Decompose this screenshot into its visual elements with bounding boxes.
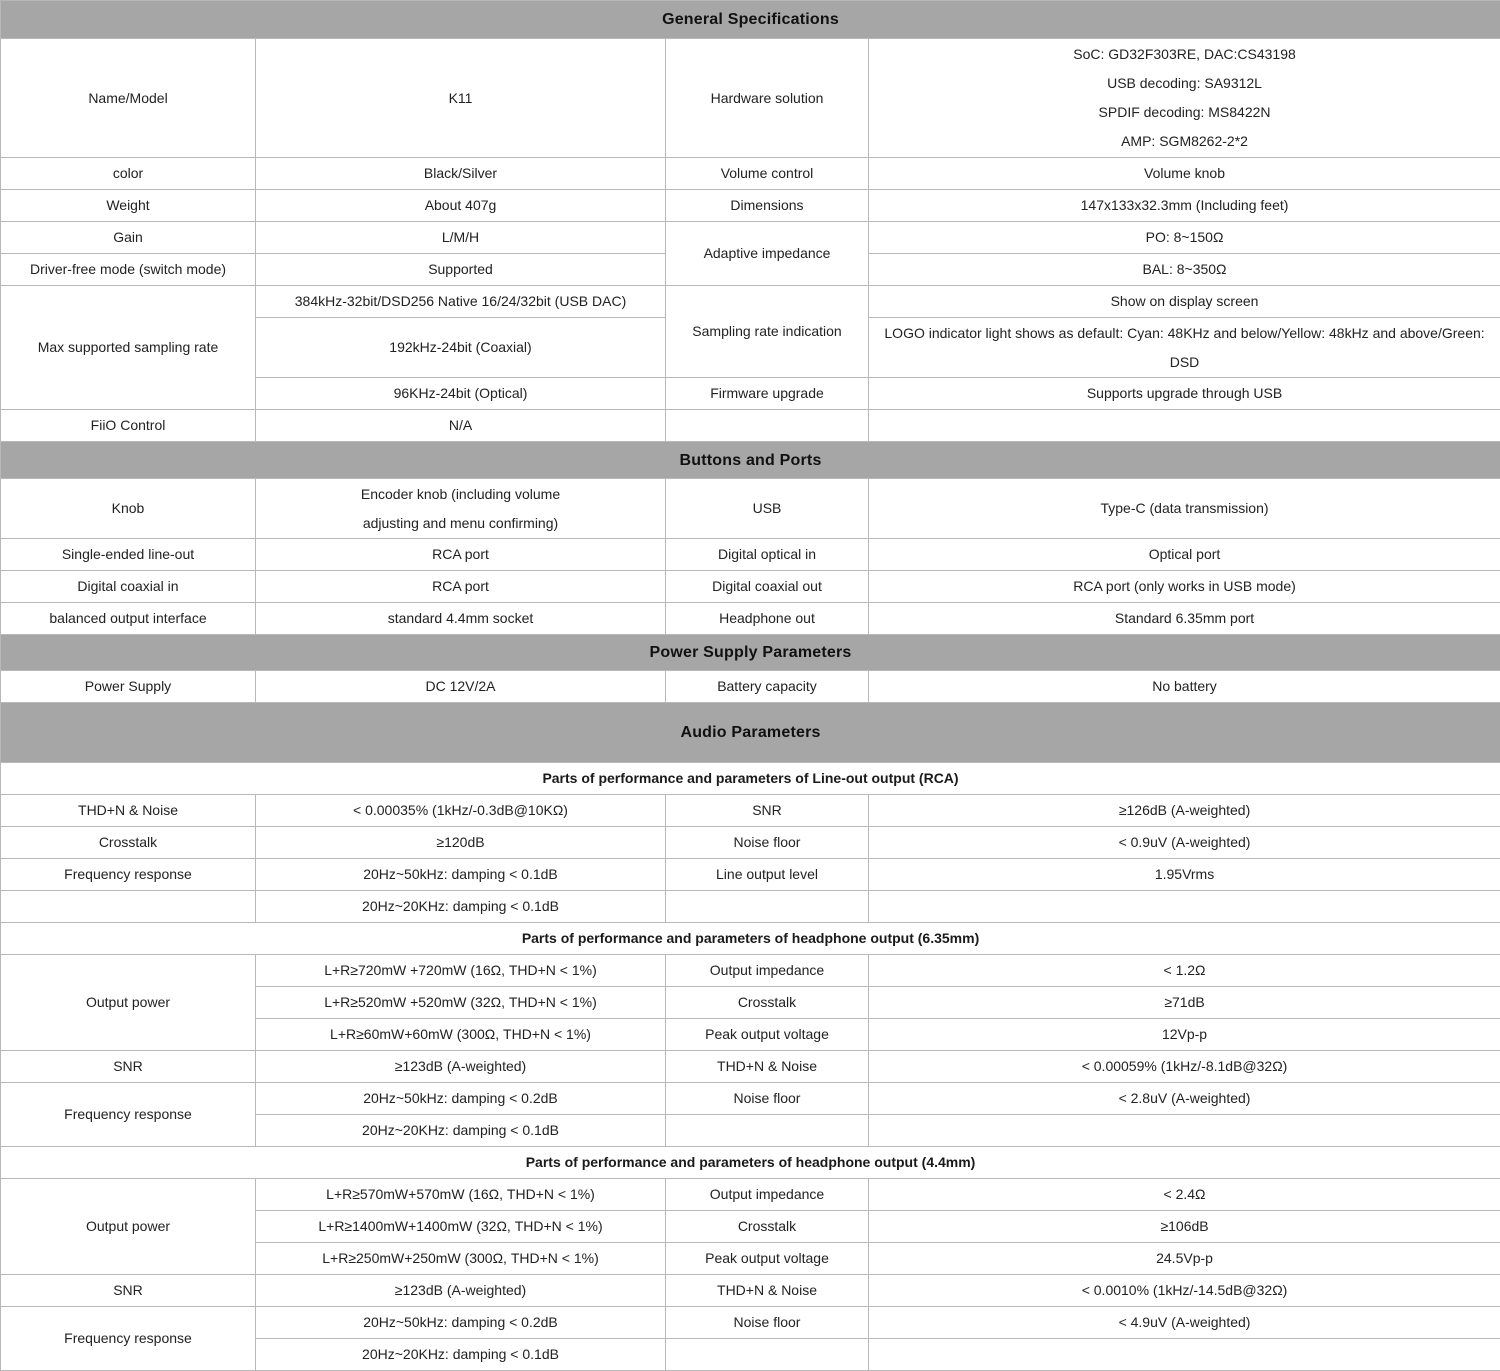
row-value: ≥126dB (A-weighted) xyxy=(869,795,1500,827)
row-label: color xyxy=(1,158,256,190)
row-label: SNR xyxy=(1,1051,256,1083)
section-header-power: Power Supply Parameters xyxy=(1,635,1500,671)
hardware-line: SPDIF decoding: MS8422N xyxy=(873,98,1496,127)
row-label: Digital optical in xyxy=(666,539,869,571)
table-row xyxy=(1,603,1500,635)
row-value: < 0.00035% (1kHz/-0.3dB@10KΩ) xyxy=(256,795,666,827)
row-label: Max supported sampling rate xyxy=(1,286,256,410)
empty-cell xyxy=(869,891,1500,923)
row-value: Black/Silver xyxy=(256,158,666,190)
empty-cell xyxy=(869,410,1500,442)
row-label: Weight xyxy=(1,190,256,222)
hardware-line: SoC: GD32F303RE, DAC:CS43198 xyxy=(873,40,1496,69)
row-label: Crosstalk xyxy=(1,827,256,859)
table-row xyxy=(1,827,1500,859)
empty-cell xyxy=(869,1115,1500,1147)
row-value: RCA port (only works in USB mode) xyxy=(869,571,1500,603)
row-label: SNR xyxy=(1,1275,256,1307)
row-label: THD+N & Noise xyxy=(666,1275,869,1307)
table-row xyxy=(1,190,1500,222)
row-value: Optical port xyxy=(869,539,1500,571)
row-value: DC 12V/2A xyxy=(256,671,666,703)
row-label: THD+N & Noise xyxy=(666,1051,869,1083)
row-label: Output power xyxy=(1,955,256,1051)
hardware-line: USB decoding: SA9312L xyxy=(873,69,1496,98)
row-value: 192kHz-24bit (Coaxial) xyxy=(256,318,666,378)
row-label: Noise floor xyxy=(666,1307,869,1339)
row-label: Headphone out xyxy=(666,603,869,635)
row-value: 147x133x32.3mm (Including feet) xyxy=(869,190,1500,222)
row-value-knob xyxy=(256,479,666,539)
table-row xyxy=(1,222,1500,254)
row-value: < 0.00059% (1kHz/-8.1dB@32Ω) xyxy=(869,1051,1500,1083)
table-row xyxy=(1,891,1500,923)
row-label: Output power xyxy=(1,1179,256,1275)
table-row xyxy=(1,1307,1500,1339)
row-label: USB xyxy=(666,479,869,539)
table-row xyxy=(1,39,1500,158)
empty-cell xyxy=(869,1339,1500,1371)
subsection-header-hp44: Parts of performance and parameters of headphone output (4.4mm) xyxy=(1,1147,1500,1179)
row-label: Digital coaxial in xyxy=(1,571,256,603)
row-label: Output impedance xyxy=(666,1179,869,1211)
table-row xyxy=(1,1083,1500,1115)
row-label: Peak output voltage xyxy=(666,1243,869,1275)
row-value: 20Hz~50kHz: damping < 0.1dB xyxy=(256,859,666,891)
row-value: 20Hz~50kHz: damping < 0.2dB xyxy=(256,1307,666,1339)
section-row xyxy=(1,442,1500,479)
row-value: < 2.8uV (A-weighted) xyxy=(869,1083,1500,1115)
row-value: < 1.2Ω xyxy=(869,955,1500,987)
row-label: Driver-free mode (switch mode) xyxy=(1,254,256,286)
table-row xyxy=(1,795,1500,827)
table-row xyxy=(1,539,1500,571)
table-row xyxy=(1,479,1500,539)
empty-cell xyxy=(666,1339,869,1371)
row-value: Volume knob xyxy=(869,158,1500,190)
row-label: Adaptive impedance xyxy=(666,222,869,286)
row-value: L/M/H xyxy=(256,222,666,254)
row-value: ≥123dB (A-weighted) xyxy=(256,1051,666,1083)
subsection-row xyxy=(1,1147,1500,1179)
row-value: 24.5Vp-p xyxy=(869,1243,1500,1275)
row-value: No battery xyxy=(869,671,1500,703)
row-value: 12Vp-p xyxy=(869,1019,1500,1051)
empty-cell xyxy=(666,891,869,923)
row-value: PO: 8~150Ω xyxy=(869,222,1500,254)
row-value: < 0.0010% (1kHz/-14.5dB@32Ω) xyxy=(869,1275,1500,1307)
table-row xyxy=(1,1179,1500,1211)
row-label: Digital coaxial out xyxy=(666,571,869,603)
row-label: Firmware upgrade xyxy=(666,378,869,410)
row-value: L+R≥1400mW+1400mW (32Ω, THD+N < 1%) xyxy=(256,1211,666,1243)
row-label: Crosstalk xyxy=(666,1211,869,1243)
table-row xyxy=(1,286,1500,318)
row-label: Single-ended line-out xyxy=(1,539,256,571)
row-value: N/A xyxy=(256,410,666,442)
row-value-logo xyxy=(869,318,1500,378)
row-label: SNR xyxy=(666,795,869,827)
row-value: 20Hz~20KHz: damping < 0.1dB xyxy=(256,1115,666,1147)
row-label: Volume control xyxy=(666,158,869,190)
row-label: Sampling rate indication xyxy=(666,286,869,378)
knob-line: Encoder knob (including volume xyxy=(260,480,661,509)
row-value: ≥123dB (A-weighted) xyxy=(256,1275,666,1307)
row-value: Supported xyxy=(256,254,666,286)
table-row xyxy=(1,1051,1500,1083)
row-label: Knob xyxy=(1,479,256,539)
row-value: L+R≥520mW +520mW (32Ω, THD+N < 1%) xyxy=(256,987,666,1019)
row-value: Supports upgrade through USB xyxy=(869,378,1500,410)
table-row xyxy=(1,859,1500,891)
row-value: L+R≥720mW +720mW (16Ω, THD+N < 1%) xyxy=(256,955,666,987)
subsection-header-hp635: Parts of performance and parameters of headphone output (6.35mm) xyxy=(1,923,1500,955)
row-label: Noise floor xyxy=(666,1083,869,1115)
row-value: L+R≥60mW+60mW (300Ω, THD+N < 1%) xyxy=(256,1019,666,1051)
row-label: Crosstalk xyxy=(666,987,869,1019)
row-label: THD+N & Noise xyxy=(1,795,256,827)
subsection-row xyxy=(1,763,1500,795)
row-value: RCA port xyxy=(256,539,666,571)
table-row xyxy=(1,410,1500,442)
row-value: 20Hz~50kHz: damping < 0.2dB xyxy=(256,1083,666,1115)
row-value: < 4.9uV (A-weighted) xyxy=(869,1307,1500,1339)
row-label: Peak output voltage xyxy=(666,1019,869,1051)
row-value: 96KHz-24bit (Optical) xyxy=(256,378,666,410)
row-label: Gain xyxy=(1,222,256,254)
section-row xyxy=(1,1,1500,39)
hardware-line: AMP: SGM8262-2*2 xyxy=(873,127,1496,156)
row-value: BAL: 8~350Ω xyxy=(869,254,1500,286)
row-value: Standard 6.35mm port xyxy=(869,603,1500,635)
row-label: Dimensions xyxy=(666,190,869,222)
logo-line: LOGO indicator light shows as default: Cyan: 48KHz and below/Yellow: 48kHz and above/Green: xyxy=(873,319,1496,348)
empty-cell xyxy=(666,1115,869,1147)
logo-line: DSD xyxy=(873,348,1496,377)
row-label: Noise floor xyxy=(666,827,869,859)
row-value: ≥106dB xyxy=(869,1211,1500,1243)
table-row xyxy=(1,1275,1500,1307)
row-value: 20Hz~20KHz: damping < 0.1dB xyxy=(256,891,666,923)
row-value: Type-C (data transmission) xyxy=(869,479,1500,539)
row-value: K11 xyxy=(256,39,666,158)
row-label: Hardware solution xyxy=(666,39,869,158)
row-label: FiiO Control xyxy=(1,410,256,442)
section-row xyxy=(1,635,1500,671)
section-header-buttons: Buttons and Ports xyxy=(1,442,1500,479)
row-value: L+R≥570mW+570mW (16Ω, THD+N < 1%) xyxy=(256,1179,666,1211)
row-value: < 2.4Ω xyxy=(869,1179,1500,1211)
subsection-header-lineout: Parts of performance and parameters of Line-out output (RCA) xyxy=(1,763,1500,795)
row-value: 1.95Vrms xyxy=(869,859,1500,891)
section-header-audio: Audio Parameters xyxy=(1,703,1500,763)
row-value: ≥120dB xyxy=(256,827,666,859)
row-value: Show on display screen xyxy=(869,286,1500,318)
knob-line: adjusting and menu confirming) xyxy=(260,509,661,538)
row-value: About 407g xyxy=(256,190,666,222)
table-row xyxy=(1,571,1500,603)
row-value-hardware xyxy=(869,39,1500,158)
subsection-row xyxy=(1,923,1500,955)
row-label: Frequency response xyxy=(1,1083,256,1147)
table-row xyxy=(1,671,1500,703)
row-value: 20Hz~20KHz: damping < 0.1dB xyxy=(256,1339,666,1371)
table-row xyxy=(1,955,1500,987)
row-label: balanced output interface xyxy=(1,603,256,635)
row-label: Line output level xyxy=(666,859,869,891)
row-value: 384kHz-32bit/DSD256 Native 16/24/32bit (USB DAC) xyxy=(256,286,666,318)
section-header-general: General Specifications xyxy=(1,1,1500,39)
section-row xyxy=(1,703,1500,763)
row-label: Frequency response xyxy=(1,859,256,891)
empty-cell xyxy=(666,410,869,442)
row-value: < 0.9uV (A-weighted) xyxy=(869,827,1500,859)
row-value: RCA port xyxy=(256,571,666,603)
row-label: Name/Model xyxy=(1,39,256,158)
row-label: Power Supply xyxy=(1,671,256,703)
row-value: standard 4.4mm socket xyxy=(256,603,666,635)
row-value: L+R≥250mW+250mW (300Ω, THD+N < 1%) xyxy=(256,1243,666,1275)
row-label: Frequency response xyxy=(1,1307,256,1371)
table-row xyxy=(1,158,1500,190)
row-label: Battery capacity xyxy=(666,671,869,703)
empty-cell xyxy=(1,891,256,923)
row-label: Output impedance xyxy=(666,955,869,987)
row-value: ≥71dB xyxy=(869,987,1500,1019)
